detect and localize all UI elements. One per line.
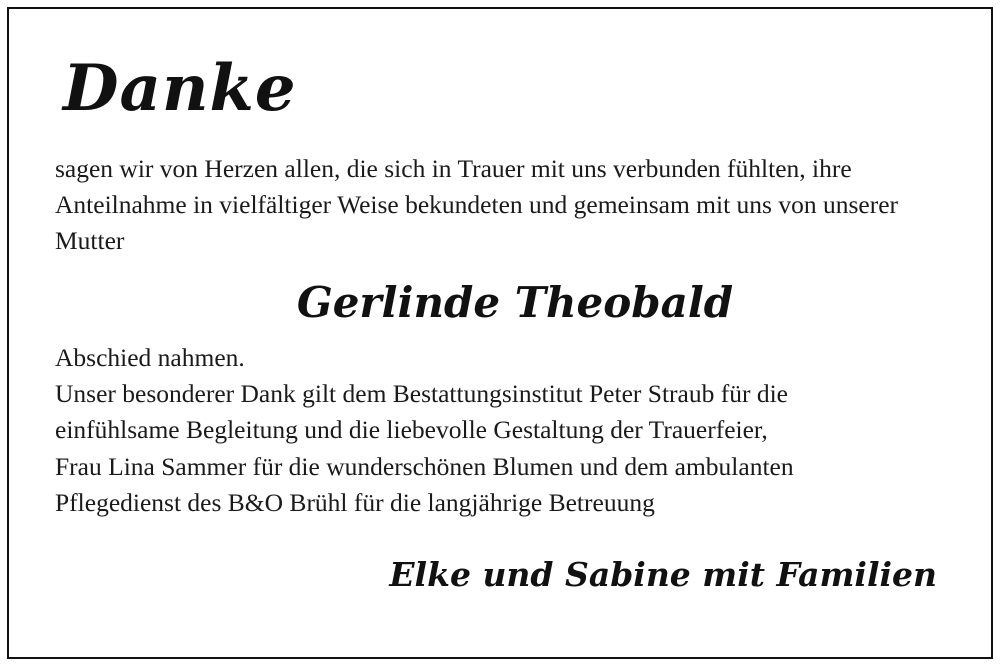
page-title: Danke [63, 51, 297, 126]
notice-content [21, 21, 979, 645]
body-paragraph [55, 340, 945, 521]
intro-paragraph: sagen wir von Herzen allen, die sich in Trauer mit uns verbunden fühlten, ihre Anteilnahme in vielfältiger Weise bekundeten und gemeinsam mit uns von unserer Mutter [55, 154, 899, 256]
body-line: einfühlsame Begleitung und die liebevolle Gestaltung der Trauerfeier, [55, 415, 768, 445]
body-line: Pflegedienst des B&O Brühl für die langjährige Betreuung [55, 487, 655, 517]
body-line: Abschied nahmen. [55, 343, 245, 372]
body-line: Unser besonderer Dank gilt dem Bestattungsinstitut Peter Straub für die [55, 379, 788, 409]
deceased-name: Gerlinde Theobald [296, 277, 734, 327]
signature: Elke und Sabine mit Familien [389, 555, 937, 595]
body-line: Frau Lina Sammer für die wunderschönen Blumen und dem ambulanten [55, 451, 794, 481]
